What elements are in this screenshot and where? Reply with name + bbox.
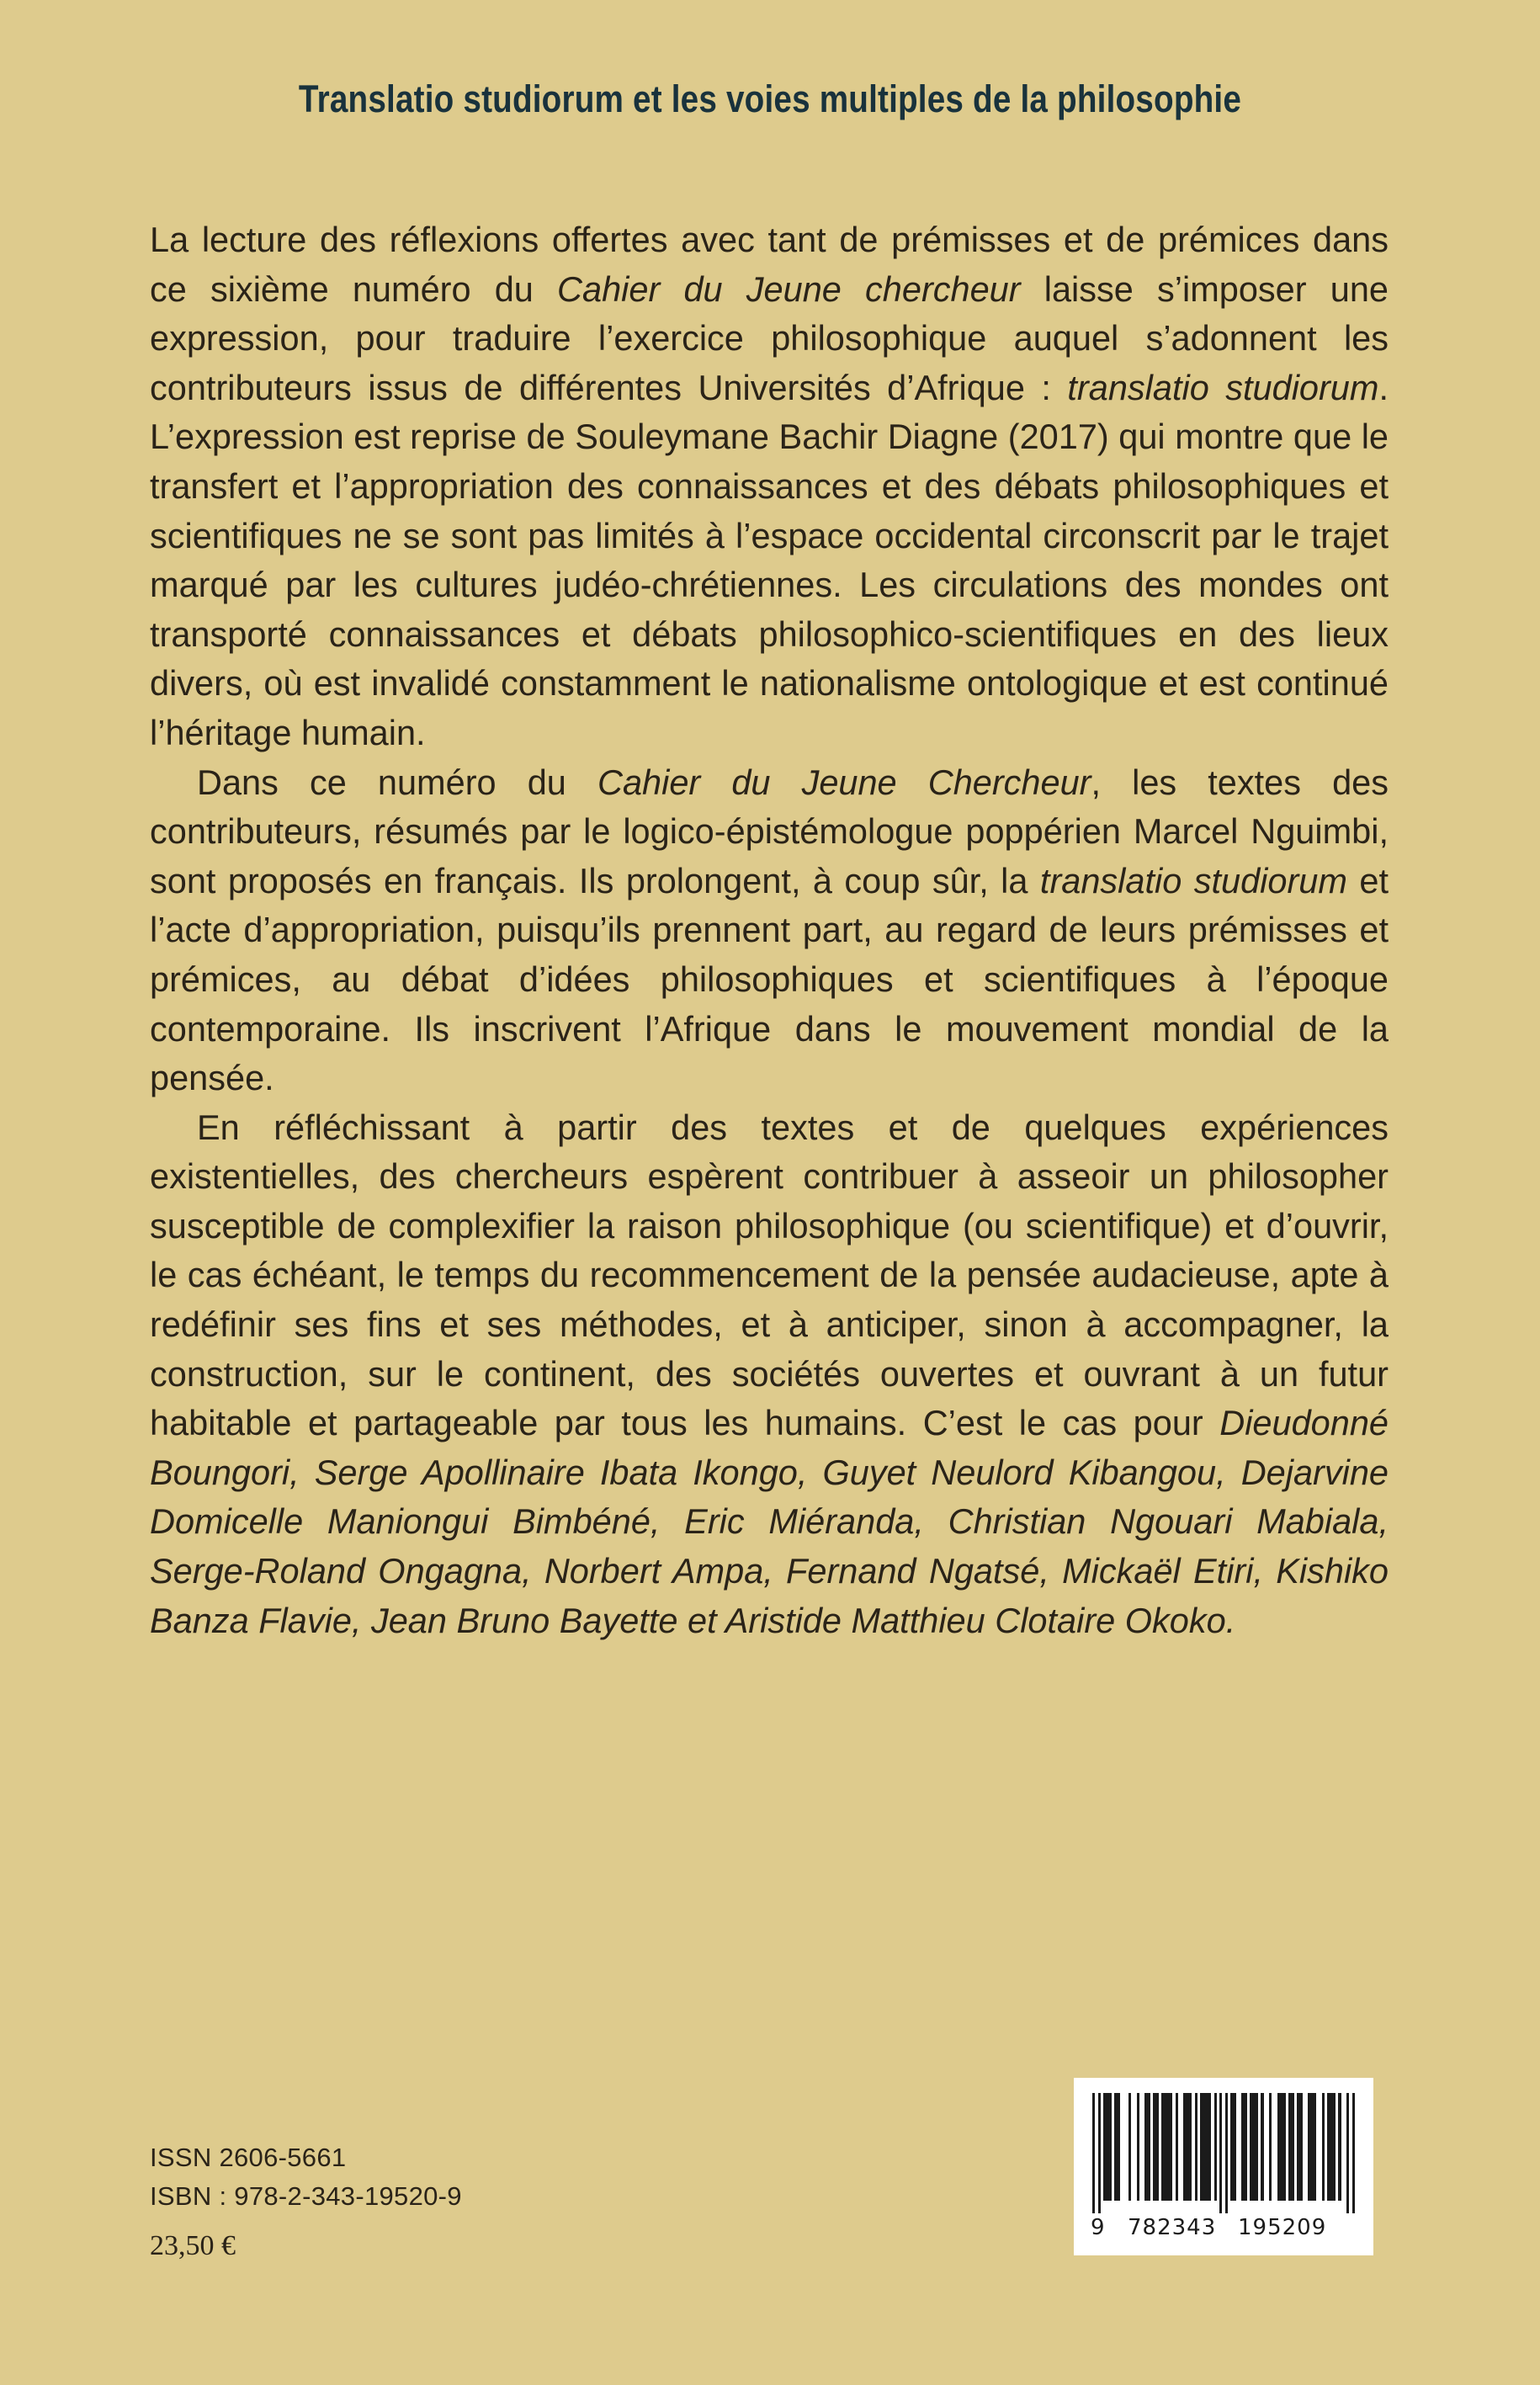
barcode-bar	[1176, 2093, 1178, 2201]
barcode-bar	[1144, 2093, 1150, 2201]
barcode-bar	[1250, 2093, 1258, 2201]
run-text: En réfléchissant à partir des textes et de quelques expériences existentielles, des chercheurs espèrent contribuer à asseoir un philosopher susceptible de complexifier la raison philosophique (ou scientifique) et d’ouvrir, le cas échéant, le temps du recommencement de la pensée audacieuse, apte à redéfinir ses fins et ses méthodes, et à anticiper, sinon à accompagner, la construction, sur le continent, des sociétés ouvertes et ouvrant à un futur habitable et partageable par tous les humains. C’est le cas pour	[150, 1107, 1389, 1443]
issn-line: ISSN 2606-5661	[150, 2143, 347, 2172]
barcode-bar	[1308, 2093, 1316, 2201]
barcode-bar	[1352, 2093, 1355, 2213]
barcode-bar	[1161, 2093, 1172, 2201]
barcode-bar	[1297, 2093, 1303, 2201]
barcode-bar	[1103, 2093, 1112, 2201]
barcode-lead-digit: 9	[1091, 2215, 1106, 2240]
barcode-bar	[1200, 2093, 1211, 2201]
run-italic-translatio-studiorum: translatio studiorum	[1067, 367, 1379, 407]
barcode-bar	[1225, 2093, 1228, 2213]
barcode-bar	[1269, 2093, 1272, 2201]
barcode-inner	[1092, 2093, 1355, 2240]
barcode-bar	[1230, 2093, 1236, 2201]
isbn-line: ISBN : 978-2-343-19520-9	[150, 2181, 462, 2211]
run-italic-translatio-studiorum: translatio studiorum	[1039, 860, 1347, 900]
paragraph-1	[150, 215, 1389, 758]
barcode-bar	[1153, 2093, 1159, 2201]
run-text: La lecture des réflexions offertes avec tant de prémisses et de prémices dans ce sixième numéro du	[150, 220, 1389, 309]
barcode-bar	[1195, 2093, 1197, 2201]
barcode-bar	[1137, 2093, 1139, 2201]
barcode-bar	[1346, 2093, 1349, 2213]
barcode-bar	[1288, 2093, 1294, 2201]
barcode-bars	[1092, 2093, 1355, 2213]
barcode-bar	[1277, 2093, 1286, 2201]
barcode-bar	[1183, 2093, 1192, 2201]
barcode-bar	[1214, 2093, 1217, 2201]
barcode-bar	[1098, 2093, 1101, 2213]
identifier-block	[150, 2138, 462, 2268]
barcode-bar	[1219, 2093, 1222, 2213]
run-text: , les textes des contributeurs, résumés par le logico-épistémologue poppérien Marcel Nguimbi, sont proposés en français. Ils prolongent, à coup sûr, la	[150, 762, 1389, 900]
barcode-left-group: 782343	[1128, 2215, 1217, 2240]
barcode-digits	[1092, 2215, 1355, 2240]
barcode-bar	[1338, 2093, 1341, 2201]
barcode-right-group: 195209	[1238, 2215, 1327, 2240]
barcode-bar	[1241, 2093, 1247, 2201]
blurb-text-block	[150, 215, 1389, 1645]
barcode-bar	[1128, 2093, 1131, 2201]
run-text: laisse s’imposer une expression, pour traduire l’exercice philosophique auquel s’adonnent les contributeurs issus de différentes Universités d’Afrique :	[150, 268, 1389, 407]
barcode-bar	[1261, 2093, 1263, 2201]
run-text: et l’acte d’appropriation, puisqu’ils prennent part, au regard de leurs prémisses et prémices, au débat d’idées philosophiques et scientifiques à l’époque contemporaine. Ils inscrivent l’Afrique dans le mouvement mondial de la pensée.	[150, 860, 1389, 1098]
barcode-bar	[1114, 2093, 1120, 2201]
page-title: Translatio studiorum et les voies multiples de la philosophie	[298, 77, 1242, 120]
run-italic-cahier-du-jeune-chercheur: Cahier du Jeune Chercheur	[597, 762, 1091, 802]
barcode-bar	[1092, 2093, 1095, 2213]
price-line: 23,50 €	[150, 2230, 236, 2261]
barcode-bar	[1327, 2093, 1336, 2201]
barcode-bar	[1322, 2093, 1325, 2201]
run-italic-contributor-names: Dieudonné Boungori, Serge Apollinaire Ibata Ikongo, Guyet Neulord Kibangou, Dejarvine Domicelle Maniongui Bimbéné, Eric Miéranda, Christian Ngouari Mabiala, Serge-Roland Ongagna, Norbert Ampa, Fernand Ngatsé, Mickaël Etiri, Kishiko Banza Flavie, Jean Bruno Bayette et Aristide Matthieu Clotaire Okoko.	[150, 1403, 1389, 1640]
paragraph-3	[150, 1103, 1389, 1646]
run-text: . L’expression est reprise de Souleymane Bachir Diagne (2017) qui montre que le transfert et l’appropriation des connaissances et des débats philosophiques et scientifiques ne se sont pas limités à l’espace occidental circonscrit par le trajet marqué par les cultures judéo-chrétiennes. Les circulations des mondes ont transporté connaissances et débats philosophico-scientifiques en des lieux divers, où est invalidé constamment le nationalisme ontologique et est continué l’héritage humain.	[150, 367, 1389, 752]
run-italic-cahier-du-jeune-chercheur: Cahier du Jeune chercheur	[557, 268, 1021, 309]
paragraph-2	[150, 758, 1389, 1103]
run-text: Dans ce numéro du	[197, 762, 597, 802]
ean13-barcode	[1074, 2078, 1373, 2255]
